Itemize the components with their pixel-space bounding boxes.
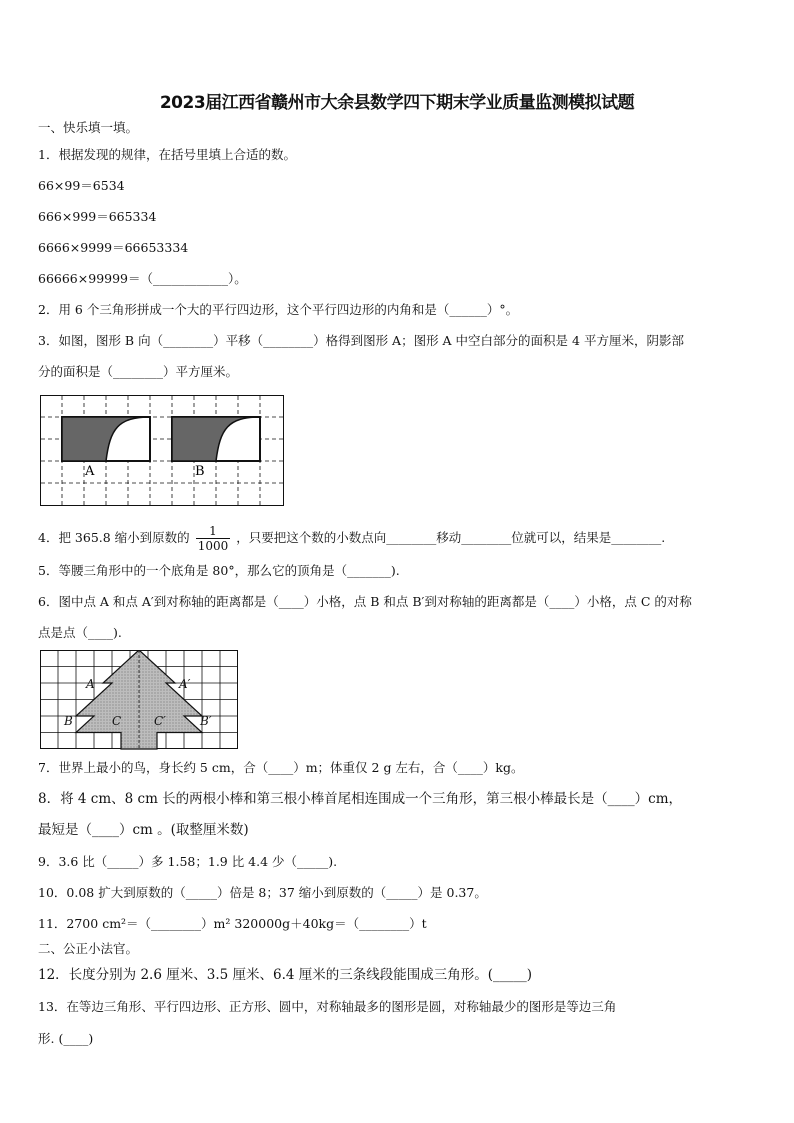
q1-pattern-1: 66×99＝6534 (38, 178, 125, 193)
q6-tree-figure (40, 650, 238, 750)
fraction-denominator: 1000 (197, 539, 229, 553)
question-4 (38, 524, 665, 553)
shape-a (62, 417, 150, 461)
fraction-numerator: 1 (196, 524, 231, 539)
question-3-line-2: 分的面积是（________）平方厘米。 (38, 364, 239, 379)
page-title: 2023届江西省赣州市大余县数学四下期末学业质量监测模拟试题 (159, 93, 635, 113)
question-3-line-1: 3．如图，图形 B 向（________）平移（________）格得到图形 A；图形 A 中空白部分的面积是 4 平方厘米，阴影部 (38, 333, 684, 348)
point-c-label: C (112, 714, 122, 728)
question-11: 11．2700 cm²＝（________）m² 320000g＋40kg＝（________）t (38, 916, 427, 931)
point-a-prime-label: A′ (179, 677, 191, 691)
section-heading-2: 二、公正小法官。 (38, 941, 139, 956)
question-9: 9．3.6 比（_____）多 1.58；1.9 比 4.4 少（_____). (38, 854, 338, 869)
question-8-line-1: 8．将 4 cm、8 cm 长的两根小棒和第三根小棒首尾相连围成一个三角形，第三根小棒最长是（____）cm， (38, 791, 683, 807)
point-a-label: A (86, 677, 95, 691)
q1-pattern-3: 6666×9999＝66653334 (38, 240, 189, 255)
q1-pattern-2: 666×999＝665334 (38, 209, 157, 224)
question-12: 12．长度分别为 2.6 厘米、3.5 厘米、6.4 厘米的三条线段能围成三角形。(_____) (38, 967, 533, 983)
question-6-line-1: 6．图中点 A 和点 A′到对称轴的距离都是（____）小格，点 B 和点 B′到对称轴的距离都是（____）小格，点 C 的对称 (38, 594, 692, 609)
point-b-prime-label: B′ (200, 714, 212, 728)
q4-fraction (196, 524, 231, 553)
q1-pattern-4: 66666×99999＝（____________）。 (38, 271, 247, 286)
question-10: 10．0.08 扩大到原数的（_____）倍是 8；37 缩小到原数的（_____）是 0.37。 (38, 885, 487, 900)
q3-grid-figure (40, 395, 285, 507)
question-1: 1．根据发现的规律，在括号里填上合适的数。 (38, 147, 296, 162)
point-c-prime-label: C′ (154, 714, 166, 728)
question-6-line-2: 点是点（____). (38, 625, 122, 640)
question-5: 5．等腰三角形中的一个底角是 80°，那么它的顶角是（_______). (38, 563, 400, 578)
q4-after: ，只要把这个数的小数点向________移动________位就可以，结果是________. (236, 530, 666, 545)
question-2: 2．用 6 个三角形拼成一个大的平行四边形，这个平行四边形的内角和是（______）°。 (38, 302, 519, 317)
question-8-line-2: 最短是（____）cm 。(取整厘米数) (38, 822, 249, 838)
question-13-line-1: 13．在等边三角形、平行四边形、正方形、圆中，对称轴最多的图形是圆，对称轴最少的图形是等边三角 (38, 999, 617, 1014)
tree-shape (76, 650, 202, 749)
question-7: 7．世界上最小的鸟，身长约 5 cm，合（____）m；体重仅 2 g 左右，合（____）kg。 (38, 760, 524, 775)
label-a: A (85, 464, 95, 479)
question-13-line-2: 形. (____) (38, 1031, 94, 1046)
point-b-label: B (64, 714, 73, 728)
shape-b (172, 417, 260, 461)
label-b: B (195, 464, 205, 479)
section-heading-1: 一、快乐填一填。 (38, 120, 139, 135)
q4-before: 4．把 365.8 缩小到原数的 (38, 530, 190, 545)
